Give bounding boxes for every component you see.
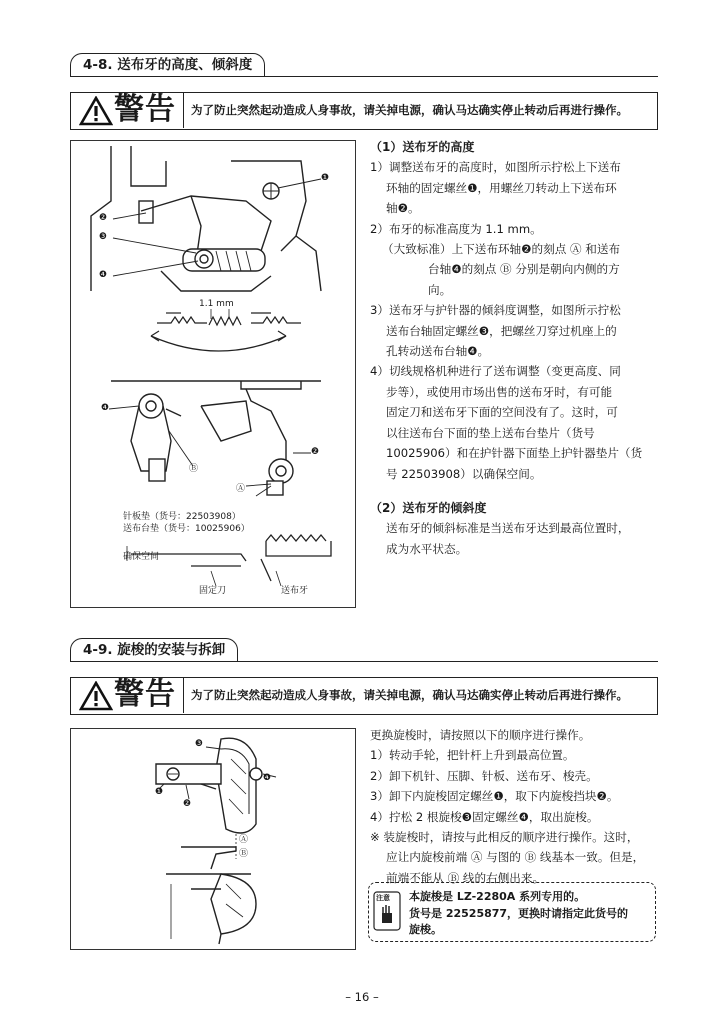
- text-line: 步等），或使用市场出售的送布牙时，有可能: [386, 384, 613, 399]
- callout-4: ❹: [99, 270, 108, 280]
- text-line: 4）拧松 2 根旋梭❸固定螺丝❹，取出旋梭。: [370, 809, 599, 824]
- page-number: – 16 –: [345, 990, 379, 1004]
- feed-table-spacer-label: 送布台垫（货号：10025906）: [123, 524, 250, 534]
- text-line: 4）切线规格机种进行了送布调整（变更高度、同: [370, 364, 621, 379]
- warning-word: 警告: [114, 92, 176, 127]
- callout-3: ❸: [99, 232, 108, 242]
- section-title: 4-8. 送布牙的高度、倾斜度: [70, 53, 265, 76]
- hook-diagram: [71, 729, 355, 949]
- text-line: 轴❷。: [386, 201, 420, 216]
- text-line: 固定刀和送布牙下面的空间没有了。这时，可: [386, 405, 618, 420]
- caution-note: [368, 882, 656, 942]
- callout-a: Ⓐ: [239, 835, 249, 845]
- callout-2-lower: ❷: [311, 447, 320, 457]
- needle-plate-spacer-label: 针板垫（货号：22503908）: [123, 512, 241, 522]
- text-line: 送布台轴固定螺丝❸，把螺丝刀穿过机座上的: [386, 323, 617, 338]
- warning-symbol: [71, 678, 184, 713]
- subhead-height: （1）送布牙的高度: [370, 140, 475, 154]
- text-line: 10025906）和在护针器下面垫上护针器垫片（货: [386, 446, 643, 461]
- text-line: 成为水平状态。: [386, 541, 468, 556]
- text-line: 2）布牙的标准高度为 1.1 mm。: [370, 221, 542, 236]
- callout-4-lower: ❹: [101, 403, 110, 413]
- callout-4: ❹: [263, 773, 272, 783]
- text-line: 向。: [428, 282, 452, 297]
- text-line: 3）送布牙与护针器的倾斜度调整，如图所示拧松: [370, 303, 621, 318]
- caution-note-text: [409, 889, 628, 939]
- feed-dog-instructions: [370, 137, 662, 559]
- feed-dog-figure: [70, 140, 356, 608]
- callout-a: Ⓐ: [236, 484, 246, 494]
- callout-1: ❶: [321, 173, 330, 183]
- hook-instructions: [370, 725, 662, 888]
- section-rule: [70, 661, 658, 662]
- warning-triangle-icon: [79, 681, 113, 711]
- text-line: 前端不能从 Ⓑ 线的右侧出来。: [386, 870, 545, 885]
- caution-icon: [373, 891, 401, 931]
- caution-icon-label: 注意: [376, 894, 390, 902]
- text-line: 号 22503908）以确保空间。: [386, 466, 542, 481]
- warning-text: 为了防止突然起动造成人身事故，请关掉电源，确认马达确实停止转动后再进行操作。: [191, 103, 628, 117]
- section-header-4-8: [70, 53, 658, 77]
- text-line: 1）转动手轮，把针杆上升到最高位置。: [370, 748, 575, 763]
- space-label: 确保空间: [123, 552, 160, 562]
- note-line: 货号是 22525877，更换时请指定此货号的: [409, 906, 629, 920]
- callout-3: ❸: [195, 739, 204, 749]
- text-line: 2）卸下机针、压脚、针板、送布牙、梭壳。: [370, 768, 598, 783]
- fixed-knife-label: 固定刀: [199, 586, 227, 596]
- subhead-incline: （2）送布牙的倾斜度: [370, 500, 487, 515]
- note-line: 本旋梭是 LZ-2280A 系列专用的。: [409, 890, 586, 903]
- feed-dog-label: 送布牙: [281, 586, 309, 596]
- feed-dog-diagram: [71, 141, 355, 607]
- text-line: 应让内旋梭前端 Ⓐ 与图的 Ⓑ 线基本一致。但是，: [386, 850, 645, 865]
- text-line: （大致标准）上下送布环轴❷的刻点 Ⓐ 和送布: [382, 242, 621, 257]
- warning-text: 为了防止突然起动造成人身事故，请关掉电源，确认马达确实停止转动后再进行操作。: [191, 688, 628, 702]
- hook-figure: [70, 728, 356, 950]
- callout-2: ❷: [99, 213, 108, 223]
- text-line: 环轴的固定螺丝❶，用螺丝刀转动上下送布环: [386, 180, 617, 195]
- callout-2: ❷: [183, 799, 192, 809]
- section-title: 4-9. 旋梭的安装与拆卸: [70, 638, 238, 661]
- text-line: 台轴❹的刻点 Ⓑ 分别是朝向内侧的方: [428, 262, 620, 277]
- spacer: [370, 484, 662, 498]
- warning-triangle-icon: [79, 96, 113, 126]
- text-line: 3）卸下内旋梭固定螺丝❶，取下内旋梭挡块❷。: [370, 789, 619, 804]
- callout-b: Ⓑ: [189, 464, 199, 474]
- text-line: ※ 装旋梭时，请按与此相反的顺序进行操作。这时，: [370, 830, 639, 845]
- dimension-label: 1.1 mm: [199, 299, 234, 309]
- text-line: 以往送布台下面的垫上送布台垫片（货号: [386, 425, 595, 440]
- text-line: 1）调整送布牙的高度时，如图所示拧松上下送布: [370, 160, 621, 175]
- callout-1: ❶: [155, 787, 164, 797]
- note-line: 旋梭。: [409, 923, 442, 936]
- section-header-4-9: [70, 638, 658, 662]
- text-line: 孔转动送布台轴❹。: [386, 344, 490, 359]
- callout-b: Ⓑ: [239, 849, 249, 859]
- warning-symbol: [71, 93, 184, 128]
- text-line: 更换旋梭时，请按照以下的顺序进行操作。: [370, 728, 591, 742]
- warning-word: 警告: [114, 677, 176, 712]
- text-line: 送布牙的倾斜标准是当送布牙达到最高位置时，: [386, 521, 630, 536]
- warning-bar: [70, 92, 658, 130]
- section-rule: [70, 76, 658, 77]
- warning-bar: [70, 677, 658, 715]
